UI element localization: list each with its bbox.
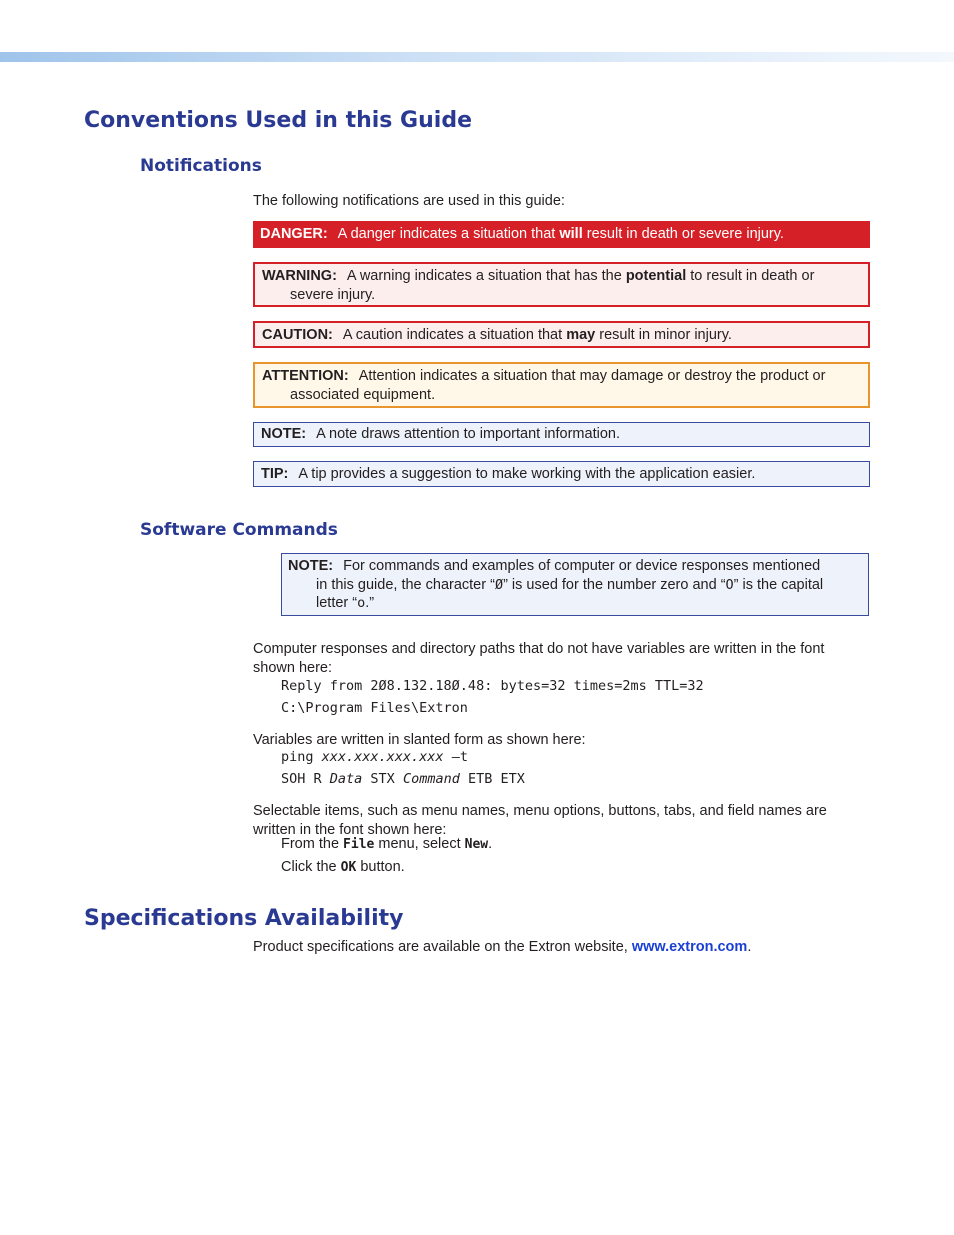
software-note: NOTE: For commands and examples of computer or device responses mentioned in this guide, the character “Ø” is used for the number zero and “O” is the capital letter “o.”: [281, 553, 869, 616]
variables-paragraph: Variables are written in slanted form as shown here:: [253, 732, 586, 748]
extron-website-link[interactable]: www.extron.com: [631, 939, 748, 955]
software-note-label: NOTE:: [288, 558, 334, 574]
tip-label: TIP:: [261, 466, 289, 482]
danger-notice: DANGER: A danger indicates a situation that will result in death or severe injury.: [253, 221, 870, 248]
heading-specifications: Specifications Availability: [84, 906, 404, 931]
heading-notifications: Notifications: [140, 156, 262, 176]
code-reply: Reply from 2Ø8.132.18Ø.48: bytes=32 times=2ms TTL=32: [281, 678, 704, 694]
code-path: C:\Program Files\Extron: [281, 700, 468, 716]
caution-label: CAUTION:: [262, 327, 333, 343]
attention-notice: ATTENTION: Attention indicates a situation that may damage or destroy the product or associated equipment.: [253, 362, 870, 408]
danger-label: DANGER:: [260, 226, 328, 242]
warning-notice: WARNING: A warning indicates a situation that has the potential to result in death or severe injury.: [253, 262, 870, 307]
specs-paragraph: Product specifications are available on the Extron website, www.extron.com.: [253, 939, 752, 955]
example-file-menu: From the File menu, select New.: [281, 836, 493, 852]
caution-notice: CAUTION: A caution indicates a situation that may result in minor injury.: [253, 321, 870, 348]
responses-paragraph: Computer responses and directory paths that do not have variables are written in the font shown here:: [253, 641, 825, 676]
note-notice: NOTE: A note draws attention to important information.: [253, 422, 870, 447]
selectable-paragraph: Selectable items, such as menu names, menu options, buttons, tabs, and field names are written in the font shown here:: [253, 803, 827, 838]
top-gradient-bar: [0, 52, 954, 62]
code-soh: SOH R Data STX Command ETB ETX: [281, 771, 525, 787]
tip-notice: TIP: A tip provides a suggestion to make working with the application easier.: [253, 461, 870, 487]
code-ping: ping xxx.xxx.xxx.xxx —t: [281, 749, 468, 765]
example-ok-button: Click the OK button.: [281, 859, 405, 875]
heading-software-commands: Software Commands: [140, 520, 338, 540]
heading-conventions: Conventions Used in this Guide: [84, 108, 472, 133]
notifications-intro: The following notifications are used in this guide:: [253, 193, 565, 209]
attention-label: ATTENTION:: [262, 368, 349, 384]
note-label: NOTE:: [261, 426, 307, 442]
warning-label: WARNING:: [262, 268, 337, 284]
